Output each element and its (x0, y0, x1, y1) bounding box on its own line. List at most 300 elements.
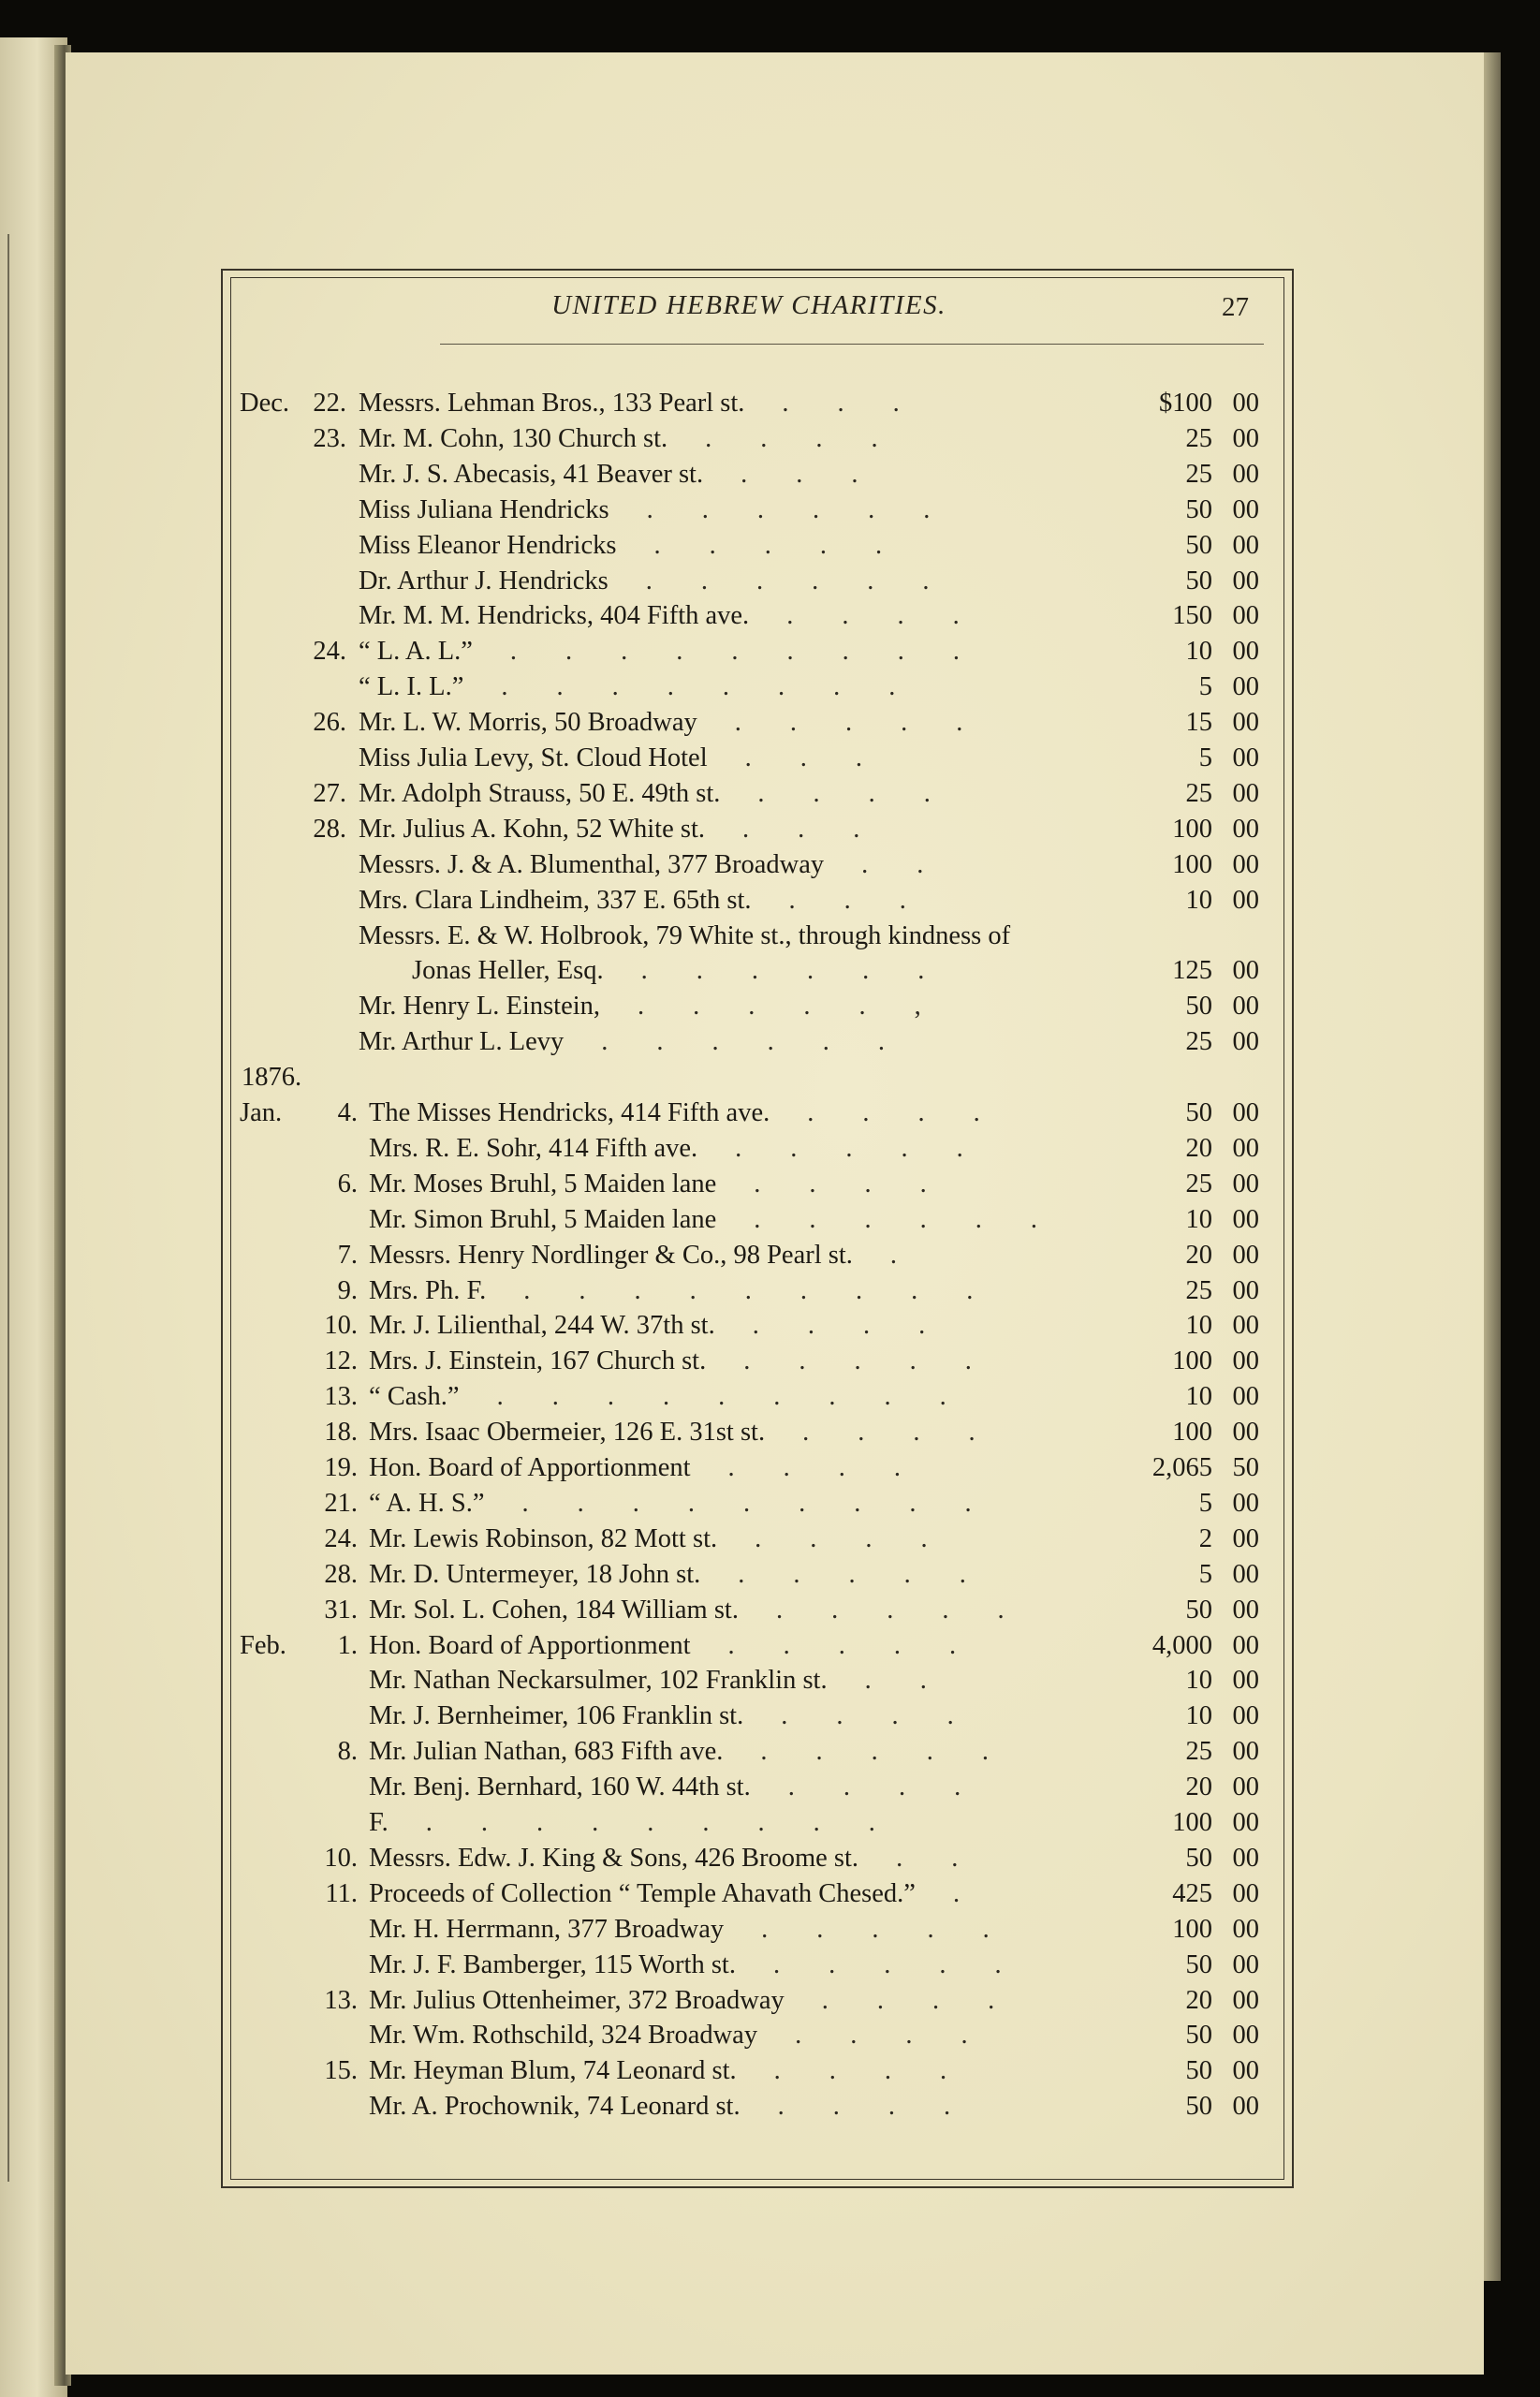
amount-cents: 00 (1232, 2021, 1259, 2051)
leader-dots: .... (777, 2092, 1000, 2122)
amount-cents: 00 (1232, 1346, 1259, 1376)
leader-dots: ... (744, 743, 911, 772)
ledger-row (0, 1450, 1292, 1486)
amount (1114, 493, 1259, 528)
amount (1114, 1734, 1259, 1770)
amount (1114, 1876, 1259, 1912)
amount-dollars: 20 (1185, 1240, 1212, 1270)
ledger-row (0, 1024, 1292, 1060)
entry-day: 31. (324, 1595, 358, 1625)
running-header: UNITED HEBREW CHARITIES. (551, 290, 946, 320)
ledger-row (0, 1202, 1292, 1238)
donor-description: Mr. L. W. Morris, 50 Broadway (359, 708, 697, 738)
amount-cents: 00 (1232, 637, 1259, 667)
amount-dollars: 10 (1185, 1382, 1212, 1412)
amount-cents: 00 (1232, 1311, 1259, 1341)
donor-description: Miss Juliana Hendricks (359, 494, 609, 524)
ledger-row (0, 919, 1292, 954)
donor-description: The Misses Hendricks, 414 Fifth ave. (369, 1098, 770, 1127)
amount-cents: 00 (1232, 672, 1259, 702)
amount (1114, 1202, 1259, 1238)
donor-description: Jonas Heller, Esq. (412, 956, 604, 986)
amount-dollars: 2 (1198, 1523, 1212, 1553)
leader-dots: ...... (645, 566, 978, 596)
amount-dollars: 10 (1185, 885, 1212, 915)
amount-cents: 00 (1232, 423, 1259, 453)
ledger-row (0, 634, 1292, 669)
amount (1114, 776, 1259, 812)
amount-cents: 50 (1232, 1453, 1259, 1482)
leader-dots: ...... (646, 494, 979, 524)
amount (1114, 2053, 1259, 2089)
donor-description: Mr. A. Prochownik, 74 Leonard st. (369, 2092, 741, 2122)
entry-day: 13. (324, 1985, 358, 2015)
ledger-row (0, 1273, 1292, 1309)
entry-day: 9. (337, 1275, 358, 1305)
amount-cents: 00 (1232, 1133, 1259, 1163)
amount-dollars: 25 (1185, 1737, 1212, 1767)
amount-dollars: 10 (1185, 637, 1212, 667)
ledger-row (0, 741, 1292, 776)
amount-dollars: 100 (1172, 1808, 1212, 1837)
donor-description: Mr. Henry L. Einstein, (359, 992, 601, 1022)
amount (1114, 989, 1259, 1024)
donor-description: Dr. Arthur J. Hendricks (359, 566, 609, 596)
amount (1114, 2018, 1259, 2053)
leader-dots: .... (754, 1169, 975, 1198)
amount (1114, 457, 1259, 493)
amount-cents: 00 (1232, 1559, 1259, 1589)
ledger-row (0, 883, 1292, 919)
donor-description: Hon. Board of Apportionment (369, 1453, 691, 1482)
amount (1114, 386, 1259, 421)
amount-dollars: 25 (1185, 1169, 1212, 1198)
amount-dollars: 10 (1185, 1666, 1212, 1696)
amount (1114, 847, 1259, 883)
donor-description: Mr. Wm. Rothschild, 324 Broadway (369, 2021, 758, 2051)
amount (1114, 1663, 1259, 1698)
leader-dots: .... (727, 1453, 950, 1482)
amount (1114, 1096, 1259, 1131)
leader-dots: ... (741, 459, 907, 489)
leader-dots: .... (755, 1523, 976, 1553)
ledger-row (0, 1628, 1292, 1664)
leader-dots: .. (896, 1843, 1007, 1873)
entry-day: 19. (324, 1453, 358, 1482)
entry-day: 15. (324, 2056, 358, 2086)
entry-day: 28. (324, 1559, 358, 1589)
amount (1114, 741, 1259, 776)
amount-cents: 00 (1232, 1382, 1259, 1412)
ledger-row (0, 1948, 1292, 1983)
amount-cents: 00 (1232, 814, 1259, 844)
amount (1114, 1983, 1259, 2019)
amount-dollars: 5 (1198, 672, 1212, 702)
amount-cents: 00 (1232, 2056, 1259, 2086)
amount (1114, 1238, 1259, 1273)
amount-dollars: 15 (1185, 708, 1212, 738)
entry-month: Dec. (240, 389, 290, 418)
ledger-row (0, 2089, 1292, 2125)
amount-dollars: 50 (1185, 494, 1212, 524)
amount-dollars: 25 (1185, 1027, 1212, 1057)
leader-dots: ......... (523, 1275, 1022, 1305)
entry-day: 13. (324, 1382, 358, 1412)
ledger-row (0, 1663, 1292, 1698)
amount-dollars: 4,000 (1151, 1630, 1212, 1660)
entry-day: 10. (324, 1843, 358, 1873)
donor-description: Messrs. Lehman Bros., 133 Pearl st. (359, 389, 745, 418)
amount-cents: 00 (1232, 708, 1259, 738)
leader-dots: ..... (738, 1559, 1015, 1589)
amount (1114, 528, 1259, 564)
leader-dots: ..... (760, 1737, 1037, 1767)
amount-cents: 00 (1232, 1949, 1259, 1979)
donor-description: Mr. Arthur L. Levy (359, 1027, 565, 1057)
donor-description: Mr. Nathan Neckarsulmer, 102 Franklin st. (369, 1666, 828, 1696)
amount (1114, 1948, 1259, 1983)
ledger-row (0, 1167, 1292, 1202)
donor-description: Messrs. E. & W. Holbrook, 79 White st., through kindness of (359, 920, 1011, 950)
amount (1114, 1770, 1259, 1805)
leader-dots: .... (773, 2056, 996, 2086)
ledger-row (0, 1238, 1292, 1273)
leader-dots: .... (705, 423, 927, 453)
amount (1114, 1273, 1259, 1309)
ledger-row (0, 1770, 1292, 1805)
leader-dots: ........ (501, 672, 945, 702)
donor-description: Messrs. Henry Nordlinger & Co., 98 Pearl st. (369, 1240, 853, 1270)
amount (1114, 1379, 1259, 1415)
amount-cents: 00 (1232, 743, 1259, 772)
amount-cents: 00 (1232, 1985, 1259, 2015)
ledger-row (0, 1734, 1292, 1770)
ledger-row (0, 1912, 1292, 1948)
amount-cents: 00 (1232, 1737, 1259, 1767)
ledger-row (0, 705, 1292, 741)
leader-dots: . (889, 1240, 946, 1270)
ledger-row (0, 564, 1292, 599)
year-heading: 1876. (242, 1063, 302, 1093)
leader-dots: ......... (521, 1488, 1020, 1518)
amount-dollars: 100 (1172, 814, 1212, 844)
amount-cents: 00 (1232, 1914, 1259, 1944)
donor-description: Mr. Adolph Strauss, 50 E. 49th st. (359, 778, 721, 808)
amount-cents: 00 (1232, 1878, 1259, 1908)
amount-dollars: 10 (1185, 1701, 1212, 1731)
entry-day: 12. (324, 1346, 358, 1376)
ledger-row (0, 989, 1292, 1024)
entry-day: 24. (313, 637, 346, 667)
donor-description: “ Cash.” (369, 1382, 460, 1412)
donor-description: Mr. Julius Ottenheimer, 372 Broadway (369, 1985, 785, 2015)
amount-dollars: 50 (1185, 2021, 1212, 2051)
amount (1114, 421, 1259, 457)
amount-cents: 00 (1232, 1772, 1259, 1802)
entry-day: 23. (313, 423, 346, 453)
amount-dollars: 25 (1185, 459, 1212, 489)
amount (1114, 705, 1259, 741)
amount-cents: 00 (1232, 992, 1259, 1022)
leader-dots: ..... (727, 1630, 1005, 1660)
entry-day: 28. (313, 814, 346, 844)
amount-cents: 00 (1232, 1027, 1259, 1057)
donor-description: Mr. Simon Bruhl, 5 Maiden lane (369, 1204, 717, 1234)
leader-dots: .... (807, 1098, 1029, 1127)
ledger-row (0, 2053, 1292, 2089)
amount-cents: 00 (1232, 2092, 1259, 2122)
leader-dots: .... (787, 1772, 1010, 1802)
amount (1114, 1805, 1259, 1841)
amount-dollars: 5 (1198, 743, 1212, 772)
amount (1114, 1486, 1259, 1522)
ledger-row (0, 528, 1292, 564)
amount-dollars: 5 (1198, 1488, 1212, 1518)
amount-cents: 00 (1232, 459, 1259, 489)
amount-cents: 00 (1232, 389, 1259, 418)
amount (1114, 1522, 1259, 1557)
leader-dots: ...... (754, 1204, 1087, 1234)
leader-dots: ......... (496, 1382, 995, 1412)
amount-cents: 00 (1232, 494, 1259, 524)
donor-description: Proceeds of Collection “ Temple Ahavath Chesed.” (369, 1878, 916, 1908)
entry-month: Jan. (240, 1098, 283, 1127)
amount (1114, 1841, 1259, 1876)
amount-cents: 00 (1232, 1169, 1259, 1198)
donor-description: Mr. J. Bernheimer, 106 Franklin st. (369, 1701, 744, 1731)
donor-description: “ A. H. S.” (369, 1488, 485, 1518)
leader-dots: .... (786, 601, 1008, 631)
leader-dots: . (952, 1878, 1009, 1908)
donor-description: Mr. H. Herrmann, 377 Broadway (369, 1914, 725, 1944)
amount (1114, 883, 1259, 919)
donor-description: “ L. A. L.” (359, 637, 473, 667)
ledger-row (0, 847, 1292, 883)
ledger-row (0, 812, 1292, 847)
ledger-row (0, 1379, 1292, 1415)
amount-dollars: 25 (1185, 423, 1212, 453)
amount-dollars: 5 (1198, 1559, 1212, 1589)
entry-day: 4. (337, 1098, 358, 1127)
ledger-row (0, 1841, 1292, 1876)
amount-dollars: 125 (1172, 956, 1212, 986)
amount-cents: 00 (1232, 1098, 1259, 1127)
page-number: 27 (1222, 292, 1249, 322)
ledger-row (0, 1131, 1292, 1167)
amount-dollars: 100 (1172, 1346, 1212, 1376)
ledger-row (0, 493, 1292, 528)
ledger-row (0, 2018, 1292, 2053)
amount-dollars: 20 (1185, 1985, 1212, 2015)
amount-cents: 00 (1232, 601, 1259, 631)
entry-day: 24. (324, 1523, 358, 1553)
amount (1114, 953, 1259, 989)
donor-description: Mrs. R. E. Sohr, 414 Fifth ave. (369, 1133, 698, 1163)
amount (1114, 634, 1259, 669)
amount-cents: 00 (1232, 849, 1259, 879)
ledger-row (0, 598, 1292, 634)
amount (1114, 598, 1259, 634)
amount-dollars: 425 (1172, 1878, 1212, 1908)
ledger-row (0, 1593, 1292, 1628)
donor-description: Mr. Benj. Bernhard, 160 W. 44th st. (369, 1772, 751, 1802)
amount-dollars: 25 (1185, 1275, 1212, 1305)
amount-dollars: 50 (1185, 566, 1212, 596)
amount-dollars: 50 (1185, 2092, 1212, 2122)
amount-dollars: 50 (1185, 1098, 1212, 1127)
amount-cents: 00 (1232, 956, 1259, 986)
ledger-row (0, 1415, 1292, 1450)
leader-dots: .... (821, 1985, 1044, 2015)
amount (1114, 812, 1259, 847)
donor-description: Mr. J. S. Abecasis, 41 Beaver st. (359, 459, 704, 489)
leader-dots: ... (742, 814, 909, 844)
amount-dollars: 50 (1185, 2056, 1212, 2086)
donor-description: Mrs. J. Einstein, 167 Church st. (369, 1346, 707, 1376)
donor-description: Mrs. Ph. F. (369, 1275, 487, 1305)
amount-cents: 00 (1232, 885, 1259, 915)
amount-dollars: 100 (1172, 1418, 1212, 1448)
leader-dots: ..... (761, 1914, 1038, 1944)
donor-description: Mr. Lewis Robinson, 82 Mott st. (369, 1523, 718, 1553)
amount-cents: 00 (1232, 1488, 1259, 1518)
entry-day: 22. (313, 389, 346, 418)
ledger-row (0, 776, 1292, 812)
ledger-row (0, 1344, 1292, 1379)
amount-dollars: 20 (1185, 1772, 1212, 1802)
amount-dollars: 50 (1185, 1843, 1212, 1873)
amount-cents: 00 (1232, 1808, 1259, 1837)
header-rule (440, 344, 1264, 345)
donor-description: Mr. M. M. Hendricks, 404 Fifth ave. (359, 601, 750, 631)
amount-dollars: 20 (1185, 1133, 1212, 1163)
leader-dots: ......... (509, 637, 1009, 667)
donor-description: Mrs. Isaac Obermeier, 126 E. 31st st. (369, 1418, 766, 1448)
amount (1114, 1628, 1259, 1664)
amount-cents: 00 (1232, 1666, 1259, 1696)
entry-day: 21. (324, 1488, 358, 1518)
donor-description: Mr. Sol. L. Cohen, 184 William st. (369, 1595, 739, 1625)
amount-dollars: 25 (1185, 778, 1212, 808)
amount-cents: 00 (1232, 1523, 1259, 1553)
amount (1114, 1308, 1259, 1344)
amount-cents: 00 (1232, 1204, 1259, 1234)
ledger-row (0, 1557, 1292, 1593)
ledger-row (0, 421, 1292, 457)
amount-cents: 00 (1232, 1630, 1259, 1660)
amount (1114, 2089, 1259, 2125)
amount (1114, 1131, 1259, 1167)
amount (1114, 1912, 1259, 1948)
amount-cents: 00 (1232, 1701, 1259, 1731)
leader-dots: .... (757, 778, 979, 808)
amount (1114, 1167, 1259, 1202)
amount (1114, 1450, 1259, 1486)
donor-description: Miss Julia Levy, St. Cloud Hotel (359, 743, 708, 772)
leader-dots: ...... (601, 1027, 934, 1057)
ledger-row (0, 1308, 1292, 1344)
ledger-row (0, 1876, 1292, 1912)
leader-dots: ... (782, 389, 948, 418)
ledger-row (0, 386, 1292, 421)
leader-dots: ...... (640, 956, 974, 986)
amount (1114, 1344, 1259, 1379)
amount-dollars: 50 (1185, 1595, 1212, 1625)
entry-day: 1. (337, 1630, 358, 1660)
leader-dots: .... (752, 1311, 975, 1341)
donor-description: Mr. J. Lilienthal, 244 W. 37th st. (369, 1311, 715, 1341)
donor-description: Miss Eleanor Hendricks (359, 530, 617, 560)
ledger-row (0, 1805, 1292, 1841)
leader-dots: ..... (734, 708, 1012, 738)
amount-dollars: 50 (1185, 992, 1212, 1022)
entry-day: 6. (337, 1169, 358, 1198)
leader-dots: ..... (743, 1346, 1020, 1376)
amount (1114, 1415, 1259, 1450)
donor-description: Mr. Julian Nathan, 683 Fifth ave. (369, 1737, 724, 1767)
leader-dots: .... (781, 1701, 1003, 1731)
entry-day: 27. (313, 778, 346, 808)
amount-dollars: 100 (1172, 849, 1212, 879)
amount-cents: 00 (1232, 566, 1259, 596)
donor-description: Hon. Board of Apportionment (369, 1630, 691, 1660)
amount (1114, 669, 1259, 705)
amount (1114, 1593, 1259, 1628)
entry-day: 11. (325, 1878, 358, 1908)
donor-description: Messrs. J. & A. Blumenthal, 377 Broadway (359, 849, 825, 879)
page-edge-right (1484, 52, 1501, 2281)
leader-dots: ..... (772, 1949, 1050, 1979)
entry-month: Feb. (240, 1630, 286, 1660)
amount-dollars: $100 (1159, 389, 1212, 418)
amount-dollars: 100 (1172, 1914, 1212, 1944)
donor-description: Mr. J. F. Bamberger, 115 Worth st. (369, 1949, 736, 1979)
ledger-row (0, 1096, 1292, 1131)
leader-dots: .... (802, 1418, 1024, 1448)
leader-dots: ..... (653, 530, 931, 560)
amount-dollars: 10 (1185, 1311, 1212, 1341)
amount-cents: 00 (1232, 530, 1259, 560)
leader-dots: .. (861, 849, 973, 879)
leader-dots: ..... (735, 1133, 1012, 1163)
donor-description: Mr. Moses Bruhl, 5 Maiden lane (369, 1169, 717, 1198)
ledger-row (0, 669, 1292, 705)
entry-day: 26. (313, 708, 346, 738)
amount (1114, 564, 1259, 599)
amount-dollars: 150 (1172, 601, 1212, 631)
leader-dots: .. (864, 1666, 975, 1696)
amount-cents: 00 (1232, 1240, 1259, 1270)
donor-description: “ L. I. L.” (359, 672, 464, 702)
leader-dots: ... (788, 885, 955, 915)
leader-dots: ..... (775, 1595, 1053, 1625)
amount-cents: 00 (1232, 1843, 1259, 1873)
donor-description: Mrs. Clara Lindheim, 337 E. 65th st. (359, 885, 752, 915)
amount-dollars: 2,065 (1151, 1453, 1212, 1482)
amount (1114, 1024, 1259, 1060)
amount-cents: 00 (1232, 1418, 1259, 1448)
ledger-row (0, 953, 1292, 989)
donor-description: Mr. M. Cohn, 130 Church st. (359, 423, 668, 453)
donor-description: Mr. Julius A. Kohn, 52 White st. (359, 814, 705, 844)
entry-day: 8. (337, 1737, 358, 1767)
amount-dollars: 10 (1185, 1204, 1212, 1234)
ledger-row (0, 1522, 1292, 1557)
donor-description: Mr. Heyman Blum, 74 Leonard st. (369, 2056, 737, 2086)
amount-cents: 00 (1232, 1595, 1259, 1625)
leader-dots: ....., (638, 992, 970, 1022)
ledger-row (0, 1486, 1292, 1522)
